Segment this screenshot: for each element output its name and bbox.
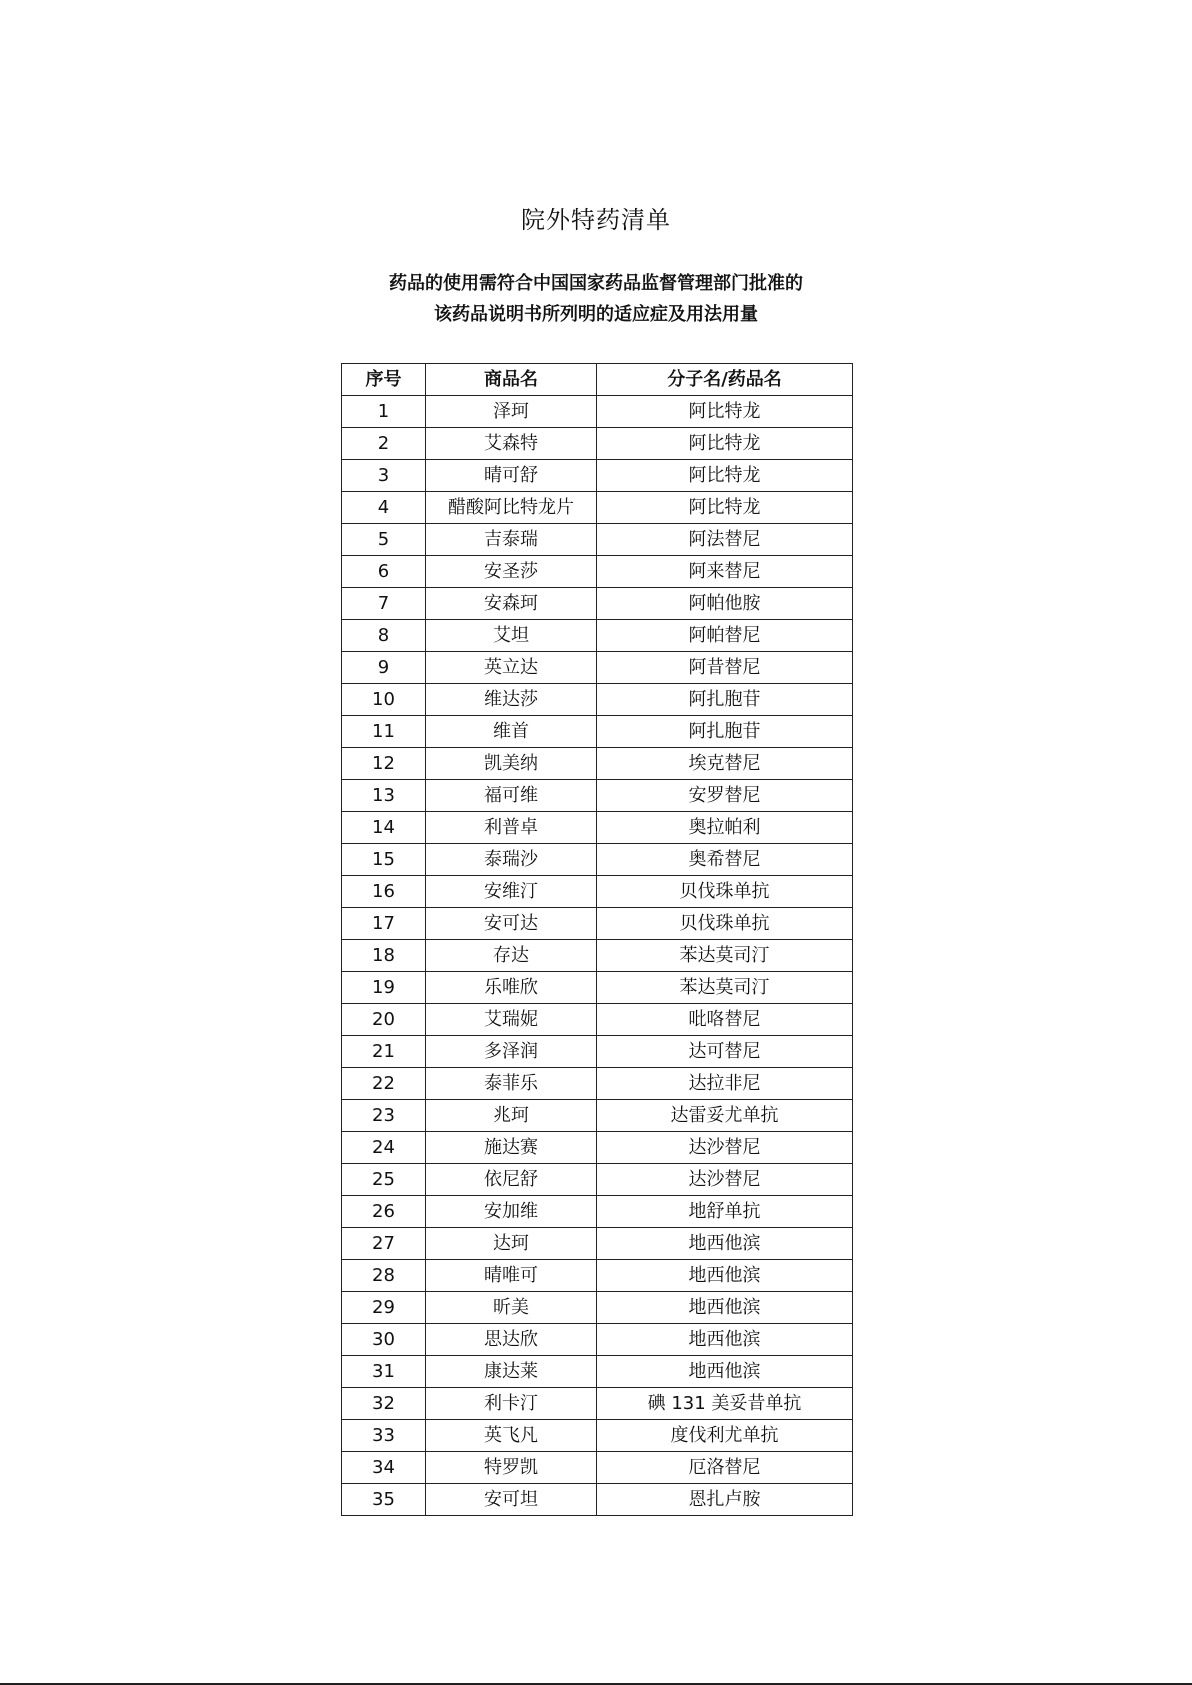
cell-generic-name: 吡咯替尼 xyxy=(597,1004,853,1036)
cell-trade-name: 乐唯欣 xyxy=(426,972,597,1004)
cell-generic-name: 厄洛替尼 xyxy=(597,1452,853,1484)
table-row xyxy=(342,1068,853,1100)
header-generic-name: 分子名/药品名 xyxy=(597,364,853,396)
table-row xyxy=(342,844,853,876)
cell-index: 1 xyxy=(342,396,426,428)
cell-generic-name: 阿扎胞苷 xyxy=(597,716,853,748)
cell-trade-name: 达珂 xyxy=(426,1228,597,1260)
cell-generic-name: 度伐利尤单抗 xyxy=(597,1420,853,1452)
cell-generic-name: 阿比特龙 xyxy=(597,428,853,460)
table-row xyxy=(342,716,853,748)
table-row xyxy=(342,780,853,812)
cell-index: 12 xyxy=(342,748,426,780)
cell-index: 31 xyxy=(342,1356,426,1388)
cell-generic-name: 阿帕他胺 xyxy=(597,588,853,620)
cell-generic-name: 安罗替尼 xyxy=(597,780,853,812)
table-row xyxy=(342,908,853,940)
cell-trade-name: 兆珂 xyxy=(426,1100,597,1132)
table-row xyxy=(342,1100,853,1132)
cell-trade-name: 泰菲乐 xyxy=(426,1068,597,1100)
table-row xyxy=(342,652,853,684)
cell-trade-name: 依尼舒 xyxy=(426,1164,597,1196)
cell-generic-name: 阿比特龙 xyxy=(597,492,853,524)
cell-trade-name: 安可坦 xyxy=(426,1484,597,1516)
cell-index: 15 xyxy=(342,844,426,876)
table-row xyxy=(342,1132,853,1164)
cell-trade-name: 特罗凯 xyxy=(426,1452,597,1484)
cell-trade-name: 安森珂 xyxy=(426,588,597,620)
cell-index: 23 xyxy=(342,1100,426,1132)
table-row xyxy=(342,940,853,972)
cell-generic-name: 达沙替尼 xyxy=(597,1132,853,1164)
cell-trade-name: 艾瑞妮 xyxy=(426,1004,597,1036)
cell-index: 24 xyxy=(342,1132,426,1164)
table-row xyxy=(342,1004,853,1036)
table-row xyxy=(342,1324,853,1356)
cell-generic-name: 阿法替尼 xyxy=(597,524,853,556)
cell-index: 21 xyxy=(342,1036,426,1068)
table-row xyxy=(342,460,853,492)
cell-generic-name: 苯达莫司汀 xyxy=(597,940,853,972)
drug-list-table xyxy=(341,363,853,1516)
cell-generic-name: 达沙替尼 xyxy=(597,1164,853,1196)
table-row xyxy=(342,1484,853,1516)
table-row xyxy=(342,620,853,652)
cell-index: 22 xyxy=(342,1068,426,1100)
table-body xyxy=(342,396,853,1516)
cell-index: 32 xyxy=(342,1388,426,1420)
cell-generic-name: 达可替尼 xyxy=(597,1036,853,1068)
cell-trade-name: 安加维 xyxy=(426,1196,597,1228)
cell-generic-name: 埃克替尼 xyxy=(597,748,853,780)
cell-trade-name: 安圣莎 xyxy=(426,556,597,588)
cell-index: 35 xyxy=(342,1484,426,1516)
cell-trade-name: 艾森特 xyxy=(426,428,597,460)
cell-index: 13 xyxy=(342,780,426,812)
cell-generic-name: 奥拉帕利 xyxy=(597,812,853,844)
cell-trade-name: 福可维 xyxy=(426,780,597,812)
cell-generic-name: 地西他滨 xyxy=(597,1228,853,1260)
table-row xyxy=(342,1196,853,1228)
cell-generic-name: 阿比特龙 xyxy=(597,396,853,428)
table-row xyxy=(342,1420,853,1452)
cell-index: 3 xyxy=(342,460,426,492)
header-index: 序号 xyxy=(342,364,426,396)
cell-trade-name: 安可达 xyxy=(426,908,597,940)
cell-index: 30 xyxy=(342,1324,426,1356)
cell-generic-name: 地西他滨 xyxy=(597,1260,853,1292)
table-row xyxy=(342,556,853,588)
cell-index: 11 xyxy=(342,716,426,748)
cell-generic-name: 阿帕替尼 xyxy=(597,620,853,652)
cell-index: 14 xyxy=(342,812,426,844)
cell-generic-name: 地舒单抗 xyxy=(597,1196,853,1228)
table-row xyxy=(342,972,853,1004)
cell-trade-name: 利普卓 xyxy=(426,812,597,844)
cell-index: 10 xyxy=(342,684,426,716)
cell-generic-name: 达拉非尼 xyxy=(597,1068,853,1100)
cell-trade-name: 安维汀 xyxy=(426,876,597,908)
cell-generic-name: 苯达莫司汀 xyxy=(597,972,853,1004)
subtitle-line-1: 药品的使用需符合中国国家药品监督管理部门批准的 xyxy=(389,273,803,294)
cell-trade-name: 英立达 xyxy=(426,652,597,684)
cell-index: 5 xyxy=(342,524,426,556)
table-row xyxy=(342,396,853,428)
cell-generic-name: 地西他滨 xyxy=(597,1324,853,1356)
cell-generic-name: 阿扎胞苷 xyxy=(597,684,853,716)
table-row xyxy=(342,1228,853,1260)
cell-trade-name: 利卡汀 xyxy=(426,1388,597,1420)
table-row xyxy=(342,428,853,460)
cell-index: 9 xyxy=(342,652,426,684)
cell-trade-name: 吉泰瑞 xyxy=(426,524,597,556)
cell-index: 7 xyxy=(342,588,426,620)
cell-generic-name: 贝伐珠单抗 xyxy=(597,876,853,908)
cell-generic-name: 贝伐珠单抗 xyxy=(597,908,853,940)
cell-trade-name: 艾坦 xyxy=(426,620,597,652)
cell-trade-name: 泽珂 xyxy=(426,396,597,428)
page-title: 院外特药清单 xyxy=(521,206,671,234)
cell-index: 34 xyxy=(342,1452,426,1484)
cell-trade-name: 施达赛 xyxy=(426,1132,597,1164)
cell-trade-name: 昕美 xyxy=(426,1292,597,1324)
cell-index: 29 xyxy=(342,1292,426,1324)
cell-index: 17 xyxy=(342,908,426,940)
cell-index: 33 xyxy=(342,1420,426,1452)
table-row xyxy=(342,588,853,620)
cell-index: 16 xyxy=(342,876,426,908)
cell-index: 28 xyxy=(342,1260,426,1292)
table-row xyxy=(342,1036,853,1068)
cell-trade-name: 晴可舒 xyxy=(426,460,597,492)
cell-index: 6 xyxy=(342,556,426,588)
cell-trade-name: 英飞凡 xyxy=(426,1420,597,1452)
header-trade-name: 商品名 xyxy=(426,364,597,396)
cell-generic-name: 阿比特龙 xyxy=(597,460,853,492)
cell-index: 8 xyxy=(342,620,426,652)
cell-trade-name: 思达欣 xyxy=(426,1324,597,1356)
cell-index: 4 xyxy=(342,492,426,524)
table-row xyxy=(342,812,853,844)
cell-generic-name: 阿来替尼 xyxy=(597,556,853,588)
table-row xyxy=(342,1356,853,1388)
table-header-row xyxy=(342,364,853,396)
cell-trade-name: 晴唯可 xyxy=(426,1260,597,1292)
table-row xyxy=(342,1292,853,1324)
cell-trade-name: 维达莎 xyxy=(426,684,597,716)
cell-index: 20 xyxy=(342,1004,426,1036)
table-row xyxy=(342,1164,853,1196)
cell-generic-name: 碘 131 美妥昔单抗 xyxy=(597,1388,853,1420)
cell-trade-name: 维首 xyxy=(426,716,597,748)
cell-generic-name: 地西他滨 xyxy=(597,1356,853,1388)
table-row xyxy=(342,876,853,908)
cell-trade-name: 存达 xyxy=(426,940,597,972)
cell-trade-name: 醋酸阿比特龙片 xyxy=(426,492,597,524)
table-row xyxy=(342,1388,853,1420)
cell-trade-name: 凯美纳 xyxy=(426,748,597,780)
cell-trade-name: 多泽润 xyxy=(426,1036,597,1068)
cell-trade-name: 泰瑞沙 xyxy=(426,844,597,876)
table-row xyxy=(342,748,853,780)
cell-trade-name: 康达莱 xyxy=(426,1356,597,1388)
cell-generic-name: 奥希替尼 xyxy=(597,844,853,876)
cell-index: 27 xyxy=(342,1228,426,1260)
cell-index: 2 xyxy=(342,428,426,460)
cell-index: 19 xyxy=(342,972,426,1004)
cell-generic-name: 恩扎卢胺 xyxy=(597,1484,853,1516)
cell-index: 26 xyxy=(342,1196,426,1228)
table-row xyxy=(342,684,853,716)
subtitle-line-2: 该药品说明书所列明的适应症及用法用量 xyxy=(434,304,758,325)
table-row xyxy=(342,1260,853,1292)
cell-generic-name: 阿昔替尼 xyxy=(597,652,853,684)
cell-index: 25 xyxy=(342,1164,426,1196)
table-row xyxy=(342,524,853,556)
cell-index: 18 xyxy=(342,940,426,972)
table-row xyxy=(342,492,853,524)
table-row xyxy=(342,1452,853,1484)
cell-generic-name: 地西他滨 xyxy=(597,1292,853,1324)
cell-generic-name: 达雷妥尤单抗 xyxy=(597,1100,853,1132)
